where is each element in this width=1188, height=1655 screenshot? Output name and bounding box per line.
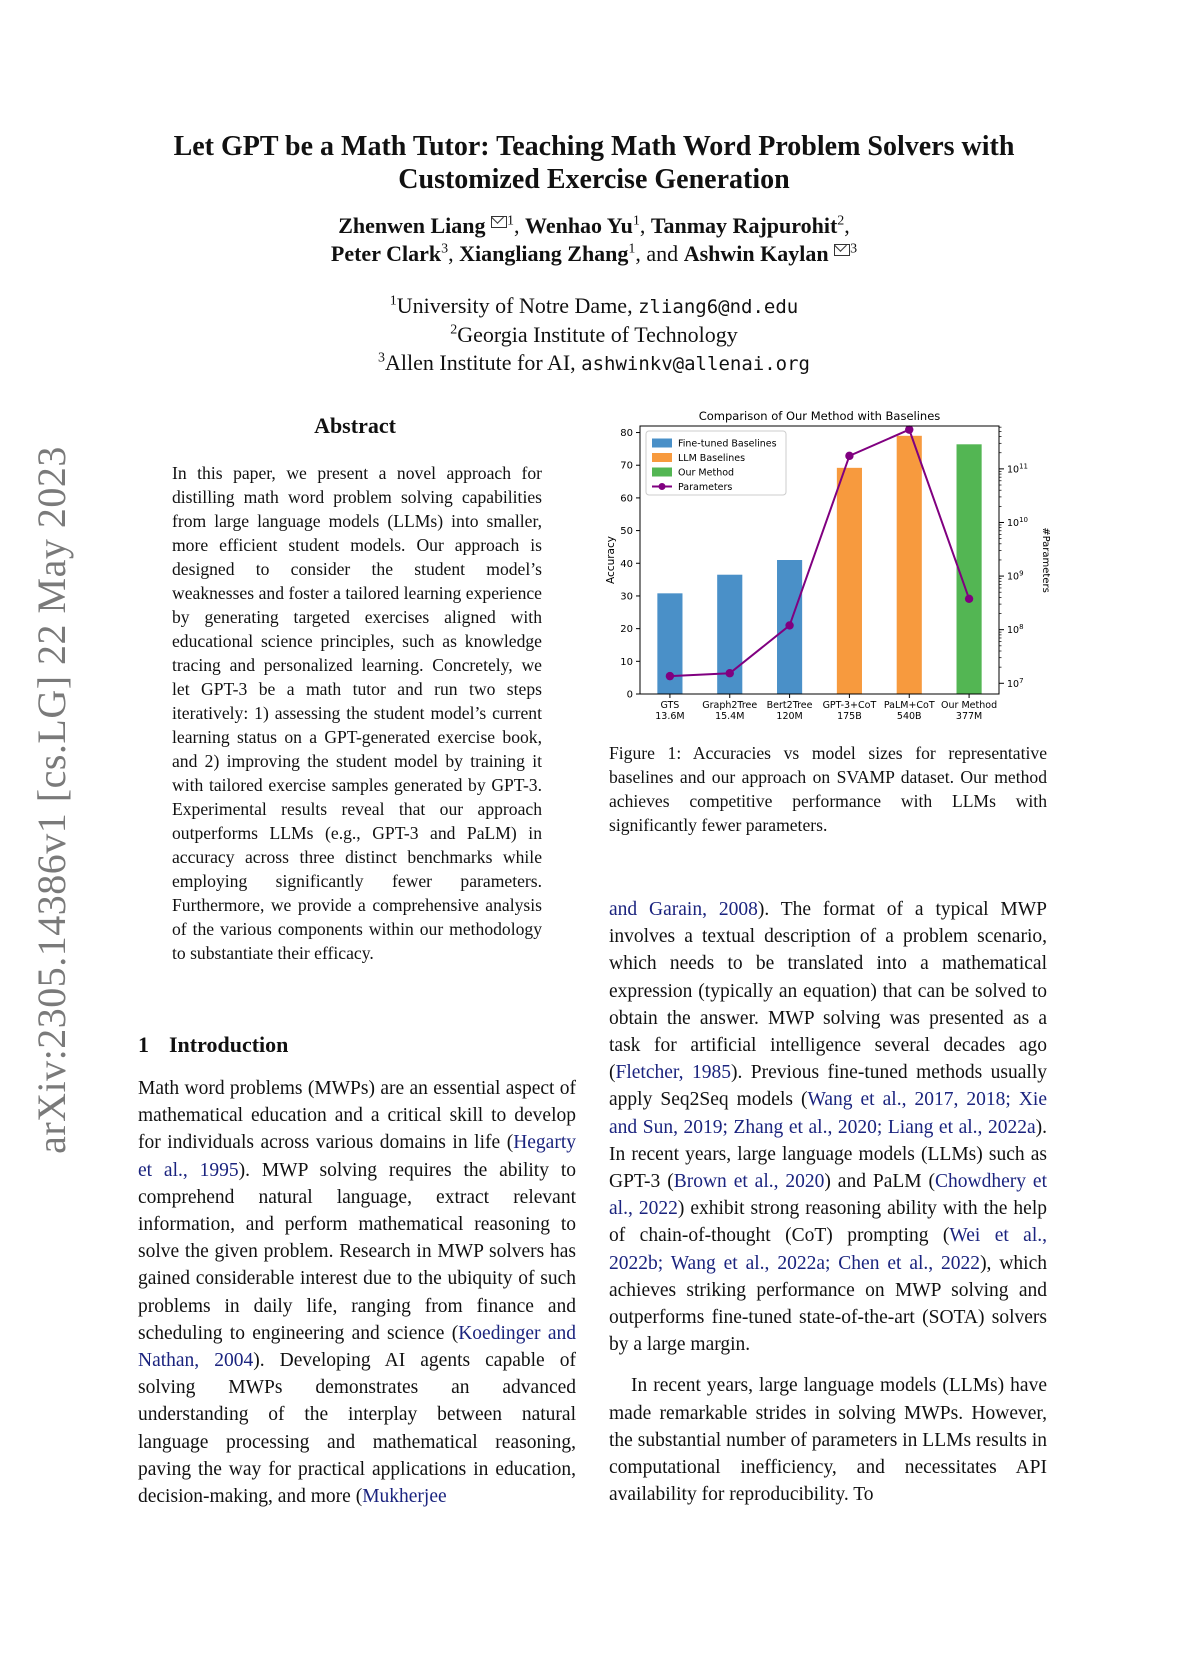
x-tick-sublabel: 540B bbox=[896, 711, 922, 722]
legend-swatch bbox=[652, 468, 672, 477]
y2-tick-label: $10^9$ bbox=[1007, 569, 1024, 583]
parameter-point bbox=[726, 669, 734, 677]
affiliation-line: $^3$Allen Institute for AI, ashwinkv@allenai.org bbox=[378, 350, 810, 375]
author-list: Zhenwen Liang $^1$, Wenhao Yu$^1$, Tanmay Rajpurohit$^2$, Peter Clark$^3$, Xiangliang Zhang$^1$, and Ashwin Kaylan $^3$ bbox=[330, 213, 858, 266]
legend-swatch bbox=[652, 453, 672, 462]
section-title: Introduction bbox=[169, 1032, 289, 1057]
parameter-point bbox=[785, 621, 793, 629]
parameter-point bbox=[845, 452, 853, 460]
legend-label: Fine-tuned Baselines bbox=[678, 438, 777, 450]
x-tick-label: Our Method bbox=[941, 700, 998, 711]
abstract-heading: Abstract bbox=[314, 413, 396, 438]
abstract-text: In this paper, we present a novel approach for distilling math word problem solving capabilities from large language models (LLMs) into smaller, more efficient student models. Our approach is designed to consider the student model’s weaknesses and foster a tailored learning experience by generating targeted exercises aligned with educational science principles, such as knowledge tracing and personalized learning. Concretely, we let GPT-3 be a math tutor and run two steps iteratively: 1) assessing the student model’s current learning status on a GPT-generated exercise book, and 2) improving the student model by training it with tailored exercise samples generated by GPT-3. Experimental results reveal that our approach outperforms LLMs (e.g., GPT-3 and PaLM) in accuracy across three distinct benchmarks while employing significantly fewer parameters. Furthermore, we provide a comprehensive analysis of the various components within our methodology to substantiate their efficacy. bbox=[172, 463, 542, 963]
y2-tick-label: $10^8$ bbox=[1007, 623, 1024, 637]
citation-link[interactable]: Chowdhery et al., 2022 bbox=[609, 1171, 1047, 1220]
chart-svg bbox=[600, 406, 1060, 726]
section-heading bbox=[138, 1032, 308, 1058]
email-link[interactable]: ashwinkv@allenai.org bbox=[581, 353, 810, 375]
x-tick-sublabel: 15.4M bbox=[715, 711, 745, 722]
figure-caption: Figure 1: Accuracies vs model sizes for representative baselines and our approach on SVAMP dataset. Our method achieves competitive performance with LLMs with significantly fewer parameters. bbox=[609, 743, 1047, 835]
section-number: 1 bbox=[138, 1032, 149, 1057]
citation-link[interactable]: Fletcher, 1985 bbox=[615, 1062, 731, 1084]
affiliation-line: $^1$University of Notre Dame, zliang6@nd.edu bbox=[389, 293, 799, 318]
citation-link[interactable]: Wei et al., 2022b; Wang et al., 2022a; Chen et al., 2022 bbox=[609, 1225, 1048, 1274]
y-tick-label: 0 bbox=[626, 689, 633, 701]
legend-label: LLM Baselines bbox=[678, 453, 746, 464]
paragraph: and Garain, 2008). The format of a typical MWP involves a textual description of a problem scenario, which needs to be translated into a mathematical expression (typically an equation) that can be solved to obtain the answer. MWP solving was presented as a task for artificial intelligence several decades ago (Fletcher, 1985). Previous fine-tuned methods usually apply Seq2Seq models (Wang et al., 2017, 2018; Xie and Sun, 2019; Zhang et al., 2020; Liang et al., 2022a). In recent years, large language models (LLMs) such as GPT-3 (Brown et al., 2020) and PaLM (Chowdhery et al., 2022) exhibit strong reasoning ability with the help of chain-of-thought (CoT) prompting (Wei et al., 2022b; Wang et al., 2022a; Chen et al., 2022), which achieves striking performance on MWP solving and outperforms fine-tuned state-of-the-art (SOTA) solvers by a large margin. bbox=[609, 899, 1048, 1356]
y-tick-label: 20 bbox=[620, 624, 633, 636]
x-tick-label: Bert2Tree bbox=[766, 700, 813, 711]
envelope-icon bbox=[491, 216, 507, 228]
title-line-1: Let GPT be a Math Tutor: Teaching Math Word Problem Solvers with bbox=[173, 131, 1015, 162]
author-name: Ashwin Kaylan bbox=[683, 241, 829, 266]
intro-paragraph: Math word problems (MWPs) are an essential aspect of mathematical education and a critical skill to develop for individuals across various domains in life (Hegarty et al., 1995). MWP solving requires the ability to comprehend natural language, extract relevant information, and perform mathematical reasoning to solve the given problem. Research in MWP solvers has gained considerable interest due to the ubiquity of such problems in daily life, ranging from finance and scheduling to engineering and science (Koedinger and Nathan, 2004). Developing AI agents capable of solving MWPs demonstrates an advanced understanding of the interplay between natural language processing and mathematical reasoning, paving the way for practical applications in education, decision-making, and more (Mukherjee bbox=[138, 1078, 576, 1508]
x-tick-label: Graph2Tree bbox=[702, 700, 758, 711]
author-name: Zhenwen Liang bbox=[338, 213, 486, 238]
y-tick-label: 10 bbox=[620, 656, 633, 668]
paper-title bbox=[100, 130, 1088, 196]
paragraph: In recent years, large language models (LLMs) have made remarkable strides in solving MWPs. However, the substantial number of parameters in LLMs results in computational inefficiency, and necessitates API availability for reproducibility. To bbox=[609, 1375, 1047, 1506]
right-column-text bbox=[609, 896, 1047, 1508]
x-tick-sublabel: 13.6M bbox=[655, 711, 685, 722]
affiliations bbox=[100, 292, 1088, 378]
y-tick-label: 60 bbox=[620, 493, 633, 505]
citation-link[interactable]: Hegarty et al., 1995 bbox=[138, 1132, 576, 1181]
parameter-point bbox=[666, 672, 674, 680]
citation-link[interactable]: Mukherjee bbox=[362, 1486, 447, 1508]
author-name: Xiangliang Zhang bbox=[459, 241, 629, 266]
parameter-point bbox=[905, 425, 913, 433]
legend-label: Parameters bbox=[678, 482, 733, 493]
title-line-2: Customized Exercise Generation bbox=[398, 164, 790, 195]
bar-gpt-3-cot bbox=[837, 468, 862, 694]
parameter-point bbox=[965, 595, 973, 603]
affiliation-line: $^2$Georgia Institute of Technology bbox=[450, 322, 738, 347]
y2-tick-label: $10^7$ bbox=[1007, 676, 1024, 690]
citation-link[interactable]: Brown et al., 2020 bbox=[673, 1171, 825, 1193]
citation-link[interactable]: Wang et al., 2017, 2018; Xie and Sun, 2019; Zhang et al., 2020; Liang et al., 2022a bbox=[609, 1089, 1047, 1138]
x-tick-sublabel: 120M bbox=[776, 711, 803, 722]
x-tick-sublabel: 377M bbox=[955, 711, 983, 722]
y2-tick-label: $10^{10}$ bbox=[1007, 515, 1029, 529]
y2-axis-label: #Parameters bbox=[1040, 527, 1051, 593]
author-name: Wenhao Yu bbox=[525, 213, 633, 238]
citation-link[interactable]: Koedinger and Nathan, 2004 bbox=[138, 1322, 576, 1372]
y-tick-label: 70 bbox=[620, 460, 633, 472]
figure-1-chart bbox=[600, 406, 1060, 726]
author-name: Tanmay Rajpurohit bbox=[650, 213, 838, 238]
y-tick-label: 50 bbox=[620, 526, 633, 538]
x-tick-label: GTS bbox=[660, 700, 680, 711]
y2-tick-label: $10^{11}$ bbox=[1007, 462, 1029, 476]
author-name: Peter Clark bbox=[330, 241, 442, 266]
y-tick-label: 40 bbox=[620, 558, 633, 570]
citation-link[interactable]: and Garain, 2008 bbox=[609, 899, 758, 920]
x-tick-sublabel: 175B bbox=[837, 711, 862, 722]
x-tick-label: GPT-3+CoT bbox=[822, 700, 877, 711]
chart-title: Comparison of Our Method with Baselines bbox=[698, 409, 941, 423]
legend-swatch bbox=[652, 439, 672, 448]
y-tick-label: 30 bbox=[620, 591, 633, 603]
arxiv-sidebar-stamp: arXiv:2305.14386v1 [cs.LG] 22 May 2023 bbox=[29, 446, 74, 1154]
legend-swatch-marker bbox=[659, 483, 666, 490]
bar-palm-cot bbox=[897, 436, 922, 694]
x-tick-label: PaLM+CoT bbox=[883, 700, 935, 711]
legend-label: Our Method bbox=[678, 467, 735, 479]
envelope-icon bbox=[834, 244, 850, 256]
email-link[interactable]: zliang6@nd.edu bbox=[638, 296, 799, 318]
bar-our-method bbox=[957, 444, 982, 694]
y-tick-label: 80 bbox=[620, 428, 633, 440]
y-axis-label: Accuracy bbox=[605, 536, 617, 584]
